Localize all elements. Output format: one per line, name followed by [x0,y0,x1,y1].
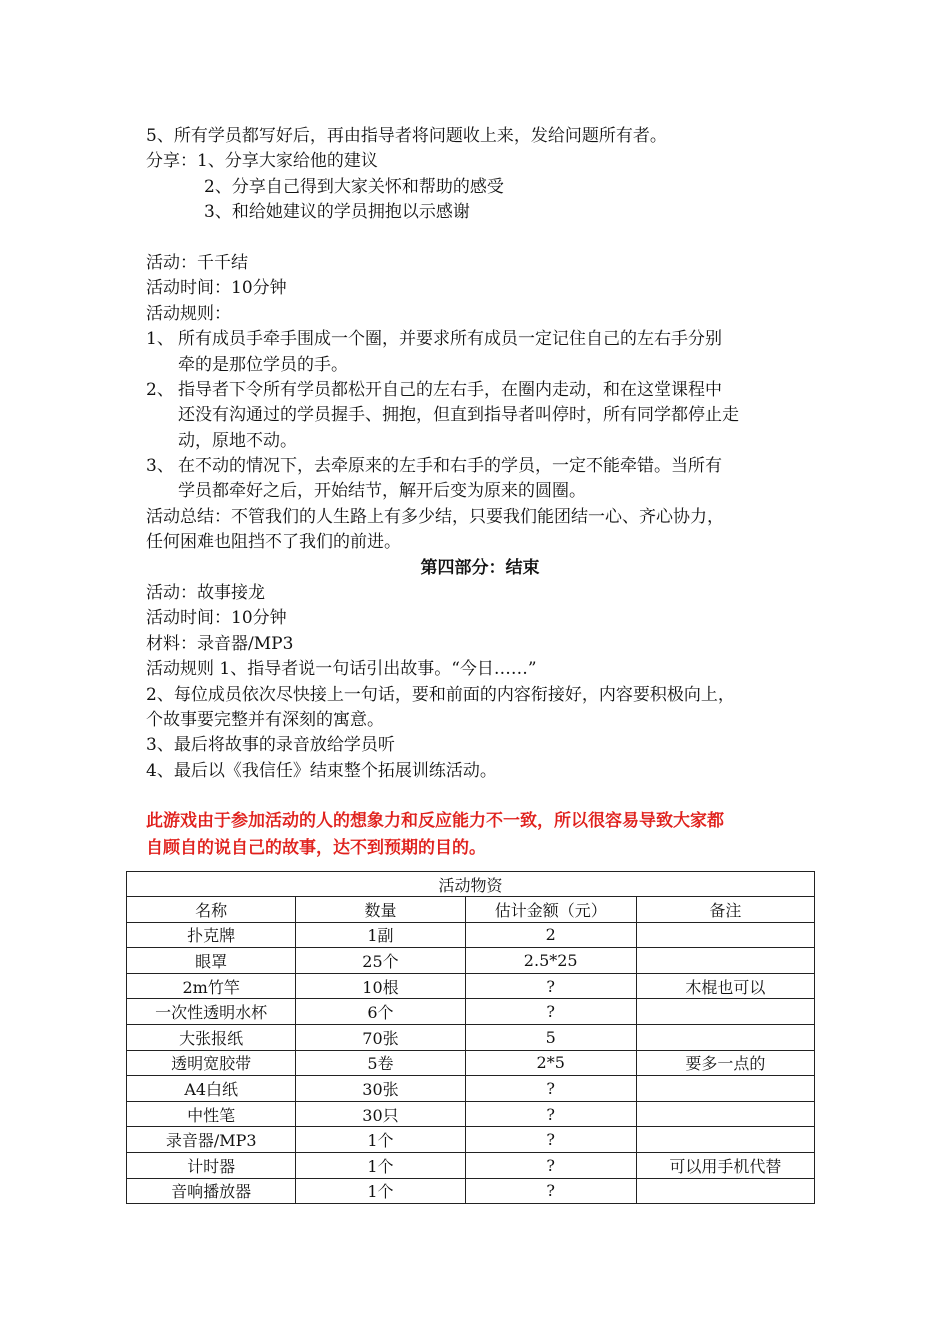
header-cost: 估计金额（元） [465,897,636,923]
table-row [127,973,815,999]
activity-name: 活动：千千结 [146,252,248,273]
cell-name: A4白纸 [127,1076,296,1102]
step-5: 5、所有学员都写好后，再由指导者将问题收上来，发给问题所有者。 [146,126,667,146]
cell-name: 中性笔 [127,1101,296,1127]
cell-cost: ? [465,973,636,999]
cell-quantity: 25个 [296,948,465,974]
cell-name: 一次性透明水杯 [127,999,296,1025]
rule-line: 指导者下令所有学员都松开自己的左右手，在圈内走动，和在这堂课程中 [178,379,722,400]
rule-item: 1、 所有成员手牵手围成一个圈，并要求所有成员一定记住自己的左右手分别 牵的是那位学员的手。 [146,327,814,378]
cell-remark [636,948,814,974]
story-activity-time: 活动时间：10分钟 [146,608,287,629]
story-rule-2: 2、每位成员依次尽快接上一句话，要和前面的内容衔接好，内容要积极向上， [146,684,735,705]
table-row [127,1050,815,1076]
cell-quantity: 1个 [296,1127,465,1153]
cell-cost: 2*5 [465,1050,636,1076]
table-row [127,1024,815,1050]
cell-remark: 可以用手机代替 [636,1152,814,1178]
cell-quantity: 30张 [296,1076,465,1102]
table-row [127,948,815,974]
cell-remark [636,922,814,948]
cell-cost: ? [465,999,636,1025]
story-materials: 材料：录音器/MP3 [146,633,294,654]
share-item-3: 3、和给她建议的学员拥抱以示感谢 [204,202,470,223]
rule-line: 还没有沟通过的学员握手、拥抱，但直到指导者叫停时，所有同学都停止走 [178,405,739,426]
rule-line: 动，原地不动。 [178,430,297,451]
cell-cost: ? [465,1101,636,1127]
cell-name: 眼罩 [127,948,296,974]
story-rule-1: 活动规则 1、指导者说一句话引出故事。“今日……” [146,659,537,680]
cell-remark [636,1127,814,1153]
cell-quantity: 1个 [296,1152,465,1178]
table-row [127,922,815,948]
cell-name: 计时器 [127,1152,296,1178]
cell-remark [636,1178,814,1204]
cell-remark [636,1024,814,1050]
cell-name: 大张报纸 [127,1024,296,1050]
table-row [127,1101,815,1127]
activity-summary: 活动总结：不管我们的人生路上有多少结，只要我们能团结一心、齐心协力， [146,506,724,527]
materials-table [126,871,815,1204]
warning-note [146,808,814,862]
cell-remark [636,1101,814,1127]
cell-quantity: 5卷 [296,1050,465,1076]
share-label: 分享：1、分享大家给他的建议 [146,151,378,172]
activity-time: 活动时间：10分钟 [146,278,287,299]
cell-quantity: 1副 [296,922,465,948]
warning-note-line: 此游戏由于参加活动的人的想象力和反应能力不一致，所以很容易导致大家都 [146,811,724,832]
rule-line: 所有成员手牵手围成一个圈，并要求所有成员一定记住自己的左右手分别 [178,329,722,350]
cell-quantity: 1个 [296,1178,465,1204]
document-body [146,124,814,862]
cell-quantity: 10根 [296,973,465,999]
cell-name: 透明宽胶带 [127,1050,296,1076]
table-row [127,999,815,1025]
story-rule-2-cont: 个故事要完整并有深刻的寓意。 [146,709,384,730]
rule-line: 在不动的情况下，去牵原来的左手和右手的学员，一定不能牵错。当所有 [178,456,722,477]
header-name: 名称 [127,897,296,923]
cell-cost: ? [465,1076,636,1102]
header-remark: 备注 [636,897,814,923]
table-row [127,1152,815,1178]
cell-quantity: 70张 [296,1024,465,1050]
cell-quantity: 6个 [296,999,465,1025]
activity-summary-cont: 任何困难也阻挡不了我们的前进。 [146,532,401,553]
table-body [127,922,815,1204]
cell-cost: ? [465,1178,636,1204]
table-row [127,1127,815,1153]
cell-cost: 2 [465,922,636,948]
cell-remark [636,1076,814,1102]
share-item-2: 2、分享自己得到大家关怀和帮助的感受 [204,176,504,197]
table-row [127,1076,815,1102]
cell-name: 录音器/MP3 [127,1127,296,1153]
story-activity-name: 活动：故事接龙 [146,583,265,604]
cell-remark: 要多一点的 [636,1050,814,1076]
cell-remark [636,999,814,1025]
rule-item: 2、 指导者下令所有学员都松开自己的左右手，在圈内走动，和在这堂课程中 还没有沟通过的学员握手、拥抱，但直到指导者叫停时，所有同学都停止走 动，原地不动。 [146,378,814,454]
activity-rules-label: 活动规则： [146,303,231,324]
story-rule-3: 3、最后将故事的录音放给学员听 [146,735,395,756]
cell-remark: 木棍也可以 [636,973,814,999]
rule-line: 学员都牵好之后，开始结节，解开后变为原来的圆圈。 [178,481,586,502]
cell-name: 扑克牌 [127,922,296,948]
table-caption: 活动物资 [127,872,815,897]
story-rule-4: 4、最后以《我信任》结束整个拓展训练活动。 [146,760,497,781]
header-quantity: 数量 [296,897,465,923]
cell-name: 2m竹竿 [127,973,296,999]
cell-cost: 5 [465,1024,636,1050]
rule-line: 牵的是那位学员的手。 [178,354,348,375]
table-header-row [127,897,815,923]
cell-name: 音响播放器 [127,1178,296,1204]
cell-cost: ? [465,1127,636,1153]
cell-cost: ? [465,1152,636,1178]
part-4-title: 第四部分：结束 [420,557,540,578]
warning-note-line: 自顾自的说自己的故事，达不到预期的目的。 [146,838,486,859]
cell-cost: 2.5*25 [465,948,636,974]
table-row [127,1178,815,1204]
cell-quantity: 30只 [296,1101,465,1127]
rule-item: 3、 在不动的情况下，去牵原来的左手和右手的学员，一定不能牵错。当所有 学员都牵好之后，开始结节，解开后变为原来的圆圈。 [146,454,814,505]
